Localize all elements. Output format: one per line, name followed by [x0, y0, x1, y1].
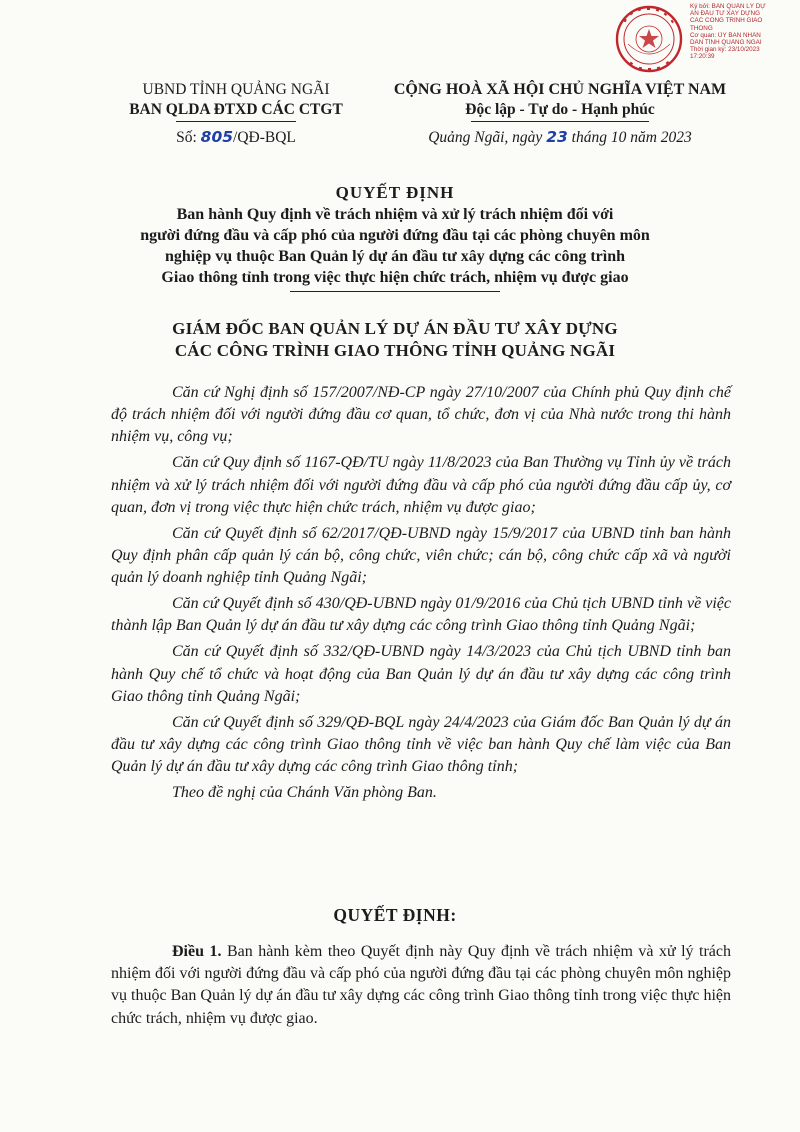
article-1-paragraph — [111, 941, 731, 1030]
title-underline — [290, 291, 500, 292]
issue-date — [360, 127, 760, 148]
motto-underline — [471, 121, 649, 122]
legal-basis-paragraph: Căn cứ Quy định số 1167-QĐ/TU ngày 11/8/2023 của Ban Thường vụ Tỉnh ủy về trách nhiệm và xử lý trách nhiệm đối với người đứng đầu và cấp phó của người đứng đầu cấp ủy, cơ quan, đơn vị trong việc thực hiện chức trách, nhiệm vụ được giao; — [111, 454, 731, 516]
document-number — [102, 127, 370, 148]
digital-signature-text — [690, 3, 798, 61]
issuing-agency: BAN QLDA ĐTXD CÁC CTGT — [129, 101, 343, 118]
decision-heading: QUYẾT ĐỊNH: — [333, 905, 457, 925]
signature-line: 17:20:39 — [690, 53, 715, 61]
signature-line: Ký bởi: BAN QUẢN LÝ DỰ — [690, 3, 766, 10]
title-line: người đứng đầu và cấp phó của người đứng đầu tại các phòng chuyên môn — [140, 227, 650, 244]
date-prefix: Quảng Ngãi, ngày — [428, 129, 547, 146]
title-line: Ban hành Quy định về trách nhiệm và xử lý trách nhiệm đối với — [176, 206, 614, 223]
legal-basis-paragraph: Căn cứ Nghị định số 157/2007/NĐ-CP ngày 27/10/2007 của Chính phủ Quy định chế độ trách nhiệm đối với người đứng đầu cơ quan, tổ chức, đơn vị của Nhà nước trong thi hành nhiệm vụ, công vụ; — [111, 384, 731, 446]
legal-basis-paragraph: Căn cứ Quyết định số 62/2017/QĐ-UBND ngày 15/9/2017 của UBND tỉnh ban hành Quy định phân cấp quản lý cán bộ, công chức, viên chức; cán bộ, công chức cấp xã và người quản lý doanh nghiệp tỉnh Quảng Ngãi; — [111, 524, 731, 587]
article-1 — [111, 941, 731, 1030]
signature-line: Thời gian ký: 23/10/2023 — [690, 46, 760, 54]
article-1-text: Ban hành kèm theo Quyết định này Quy định về trách nhiệm và xử lý trách nhiệm đối với người đứng đầu và cấp phó của người đứng đầu tại các phòng chuyên môn nghiệp vụ thuộc Ban Quản lý dự án đầu tư xây dựng các công trình Giao thông tỉnh trong việc thực hiện chức trách, nhiệm vụ được giao. — [111, 943, 731, 1027]
handwritten-number: 805 — [200, 128, 234, 146]
decision-title-block — [110, 182, 680, 292]
signature-line: CÁC CÔNG TRÌNH GIAO — [690, 17, 763, 25]
title-line: nghiệp vụ thuộc Ban Quản lý dự án đầu tư xây dựng các công trình — [164, 248, 626, 265]
handwritten-day: 23 — [546, 128, 568, 146]
document-type-title: QUYẾT ĐỊNH — [335, 183, 455, 202]
legal-basis-paragraph: Căn cứ Quyết định số 430/QĐ-UBND ngày 01/9/2016 của Chủ tịch UBND tỉnh về việc thành lập Ban Quản lý dự án đầu tư xây dựng các công trình Giao thông tỉnh Quảng Ngãi; — [111, 595, 731, 635]
proposal-paragraph: Theo đề nghị của Chánh Văn phòng Ban. — [172, 784, 437, 802]
issuer-line: GIÁM ĐỐC BAN QUẢN LÝ DỰ ÁN ĐẦU TƯ XÂY DỰNG — [172, 319, 618, 338]
number-suffix: /QĐ-BQL — [233, 129, 296, 146]
parent-agency: UBND TỈNH QUẢNG NGÃI — [142, 81, 330, 98]
issuing-agency-block — [102, 80, 370, 148]
issuer-line: CÁC CÔNG TRÌNH GIAO THÔNG TỈNH QUẢNG NGÃI — [174, 341, 616, 360]
title-line: Giao thông tỉnh trong việc thực hiện chức trách, nhiệm vụ được giao — [161, 269, 629, 286]
national-motto: Độc lập - Tự do - Hạnh phúc — [465, 101, 655, 118]
issuer-authority — [110, 318, 680, 362]
national-header-block — [360, 80, 760, 148]
signature-line: THÔNG — [690, 24, 713, 32]
article-1-label: Điều 1. — [172, 943, 222, 960]
legal-bases — [111, 382, 731, 804]
legal-basis-paragraph: Căn cứ Quyết định số 332/QĐ-UBND ngày 14/3/2023 của Chủ tịch UBND tỉnh ban hành Quy chế tổ chức và hoạt động của Ban Quản lý dự án đầu tư xây dựng các công trình Giao thông tỉnh Quảng Ngãi; — [111, 643, 731, 705]
number-prefix: Số: — [176, 129, 201, 146]
nation-title: CỘNG HOÀ XÃ HỘI CHỦ NGHĨA VIỆT NAM — [393, 81, 727, 98]
date-suffix: tháng 10 năm 2023 — [567, 129, 692, 146]
digital-signature-seal — [614, 4, 684, 74]
legal-basis-paragraph: Căn cứ Quyết định số 329/QĐ-BQL ngày 24/4/2023 của Giám đốc Ban Quản lý dự án đầu tư xây dựng các công trình Giao thông tỉnh về việc ban hành Quy chế làm việc của Ban Quản lý dự án đầu tư xây dựng các công trình Giao thông tỉnh; — [111, 713, 731, 776]
signature-line: Cơ quan: ỦY BAN NHÂN — [690, 31, 761, 39]
signature-line: DÂN TỈNH QUẢNG NGÃI — [690, 39, 762, 47]
signature-line: ÁN ĐẦU TƯ XÂY DỰNG — [690, 10, 761, 18]
agency-underline — [176, 121, 296, 122]
